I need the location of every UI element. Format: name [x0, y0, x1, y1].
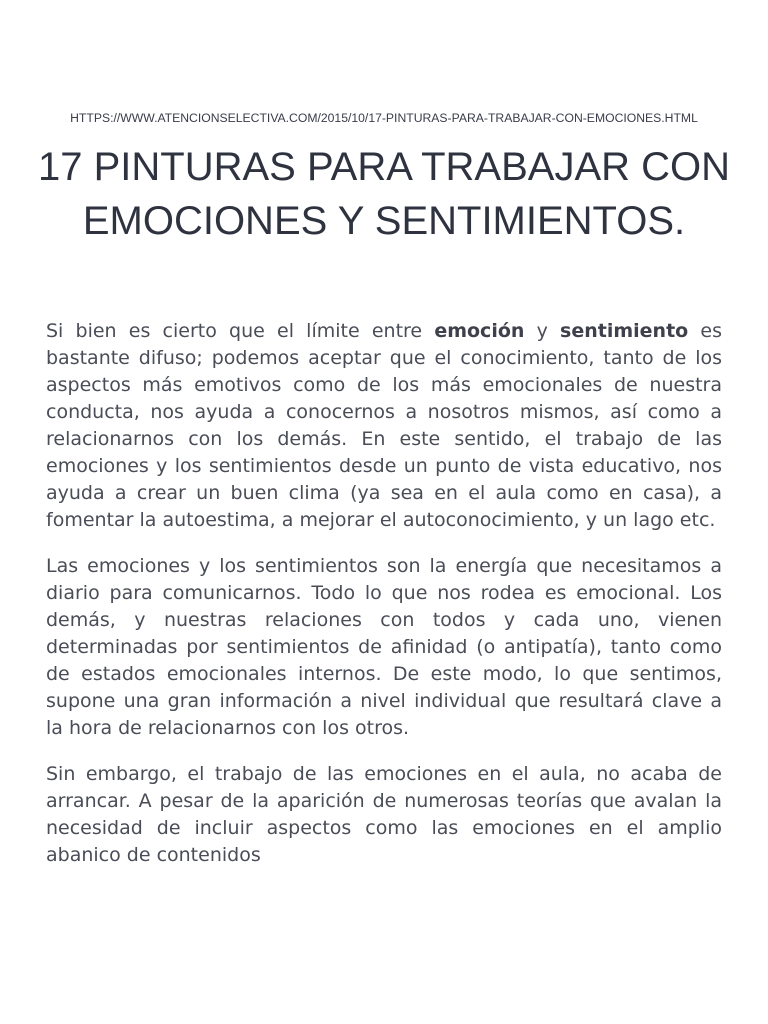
source-url: HTTPS://WWW.ATENCIONSELECTIVA.COM/2015/10/17-PINTURAS-PARA-TRABAJAR-CON-EMOCIONES.HTML — [70, 111, 698, 125]
paragraph-1-connector: y — [524, 320, 561, 342]
paragraph-3: Sin embargo, el trabajo de las emociones en el aula, no acaba de arrancar. A pesar de la aparición de numerosas teorías que avalan la necesidad de incluir aspectos como las emociones en el amplio abanico de contenidos — [46, 763, 722, 866]
page-title: 17 PINTURAS PARA TRABAJAR CON EMOCIONES Y SENTIMIENTOS. — [37, 145, 731, 243]
article-body — [46, 318, 722, 888]
paragraph-1-intro: Si bien es cierto que el límite entre — [46, 320, 435, 342]
paragraph-2: Las emociones y los sentimientos son la energía que necesitamos a diario para comunicarnos. Todo lo que nos rodea es emocional. Los demás, y nuestras relaciones con todos y cada uno, vienen determinadas por sentimientos de afinidad (o antipatía), tanto como de estados emocionales internos. De este modo, lo que sentimos, supone una gran información a nivel individual que resultará clave a la hora de relacionarnos con los otros. — [46, 555, 722, 739]
term-emocion: emoción — [434, 320, 525, 342]
term-sentimiento: sentimiento — [560, 320, 689, 342]
paragraph-1-rest: es bastante difuso; podemos aceptar que el conocimiento, tanto de los aspectos más emotivos como de los más emocionales de nuestra conducta, nos ayuda a conocernos a nosotros mismos, así como a relacionarnos con los demás. En este sentido, el trabajo de las emociones y los sentimientos desde un punto de vista educativo, nos ayuda a crear un buen clima (ya sea en el aula como en casa), a fomentar la autoestima, a mejorar el autoconocimiento, y un lago etc. — [46, 320, 722, 531]
paragraph-1 — [46, 318, 722, 534]
